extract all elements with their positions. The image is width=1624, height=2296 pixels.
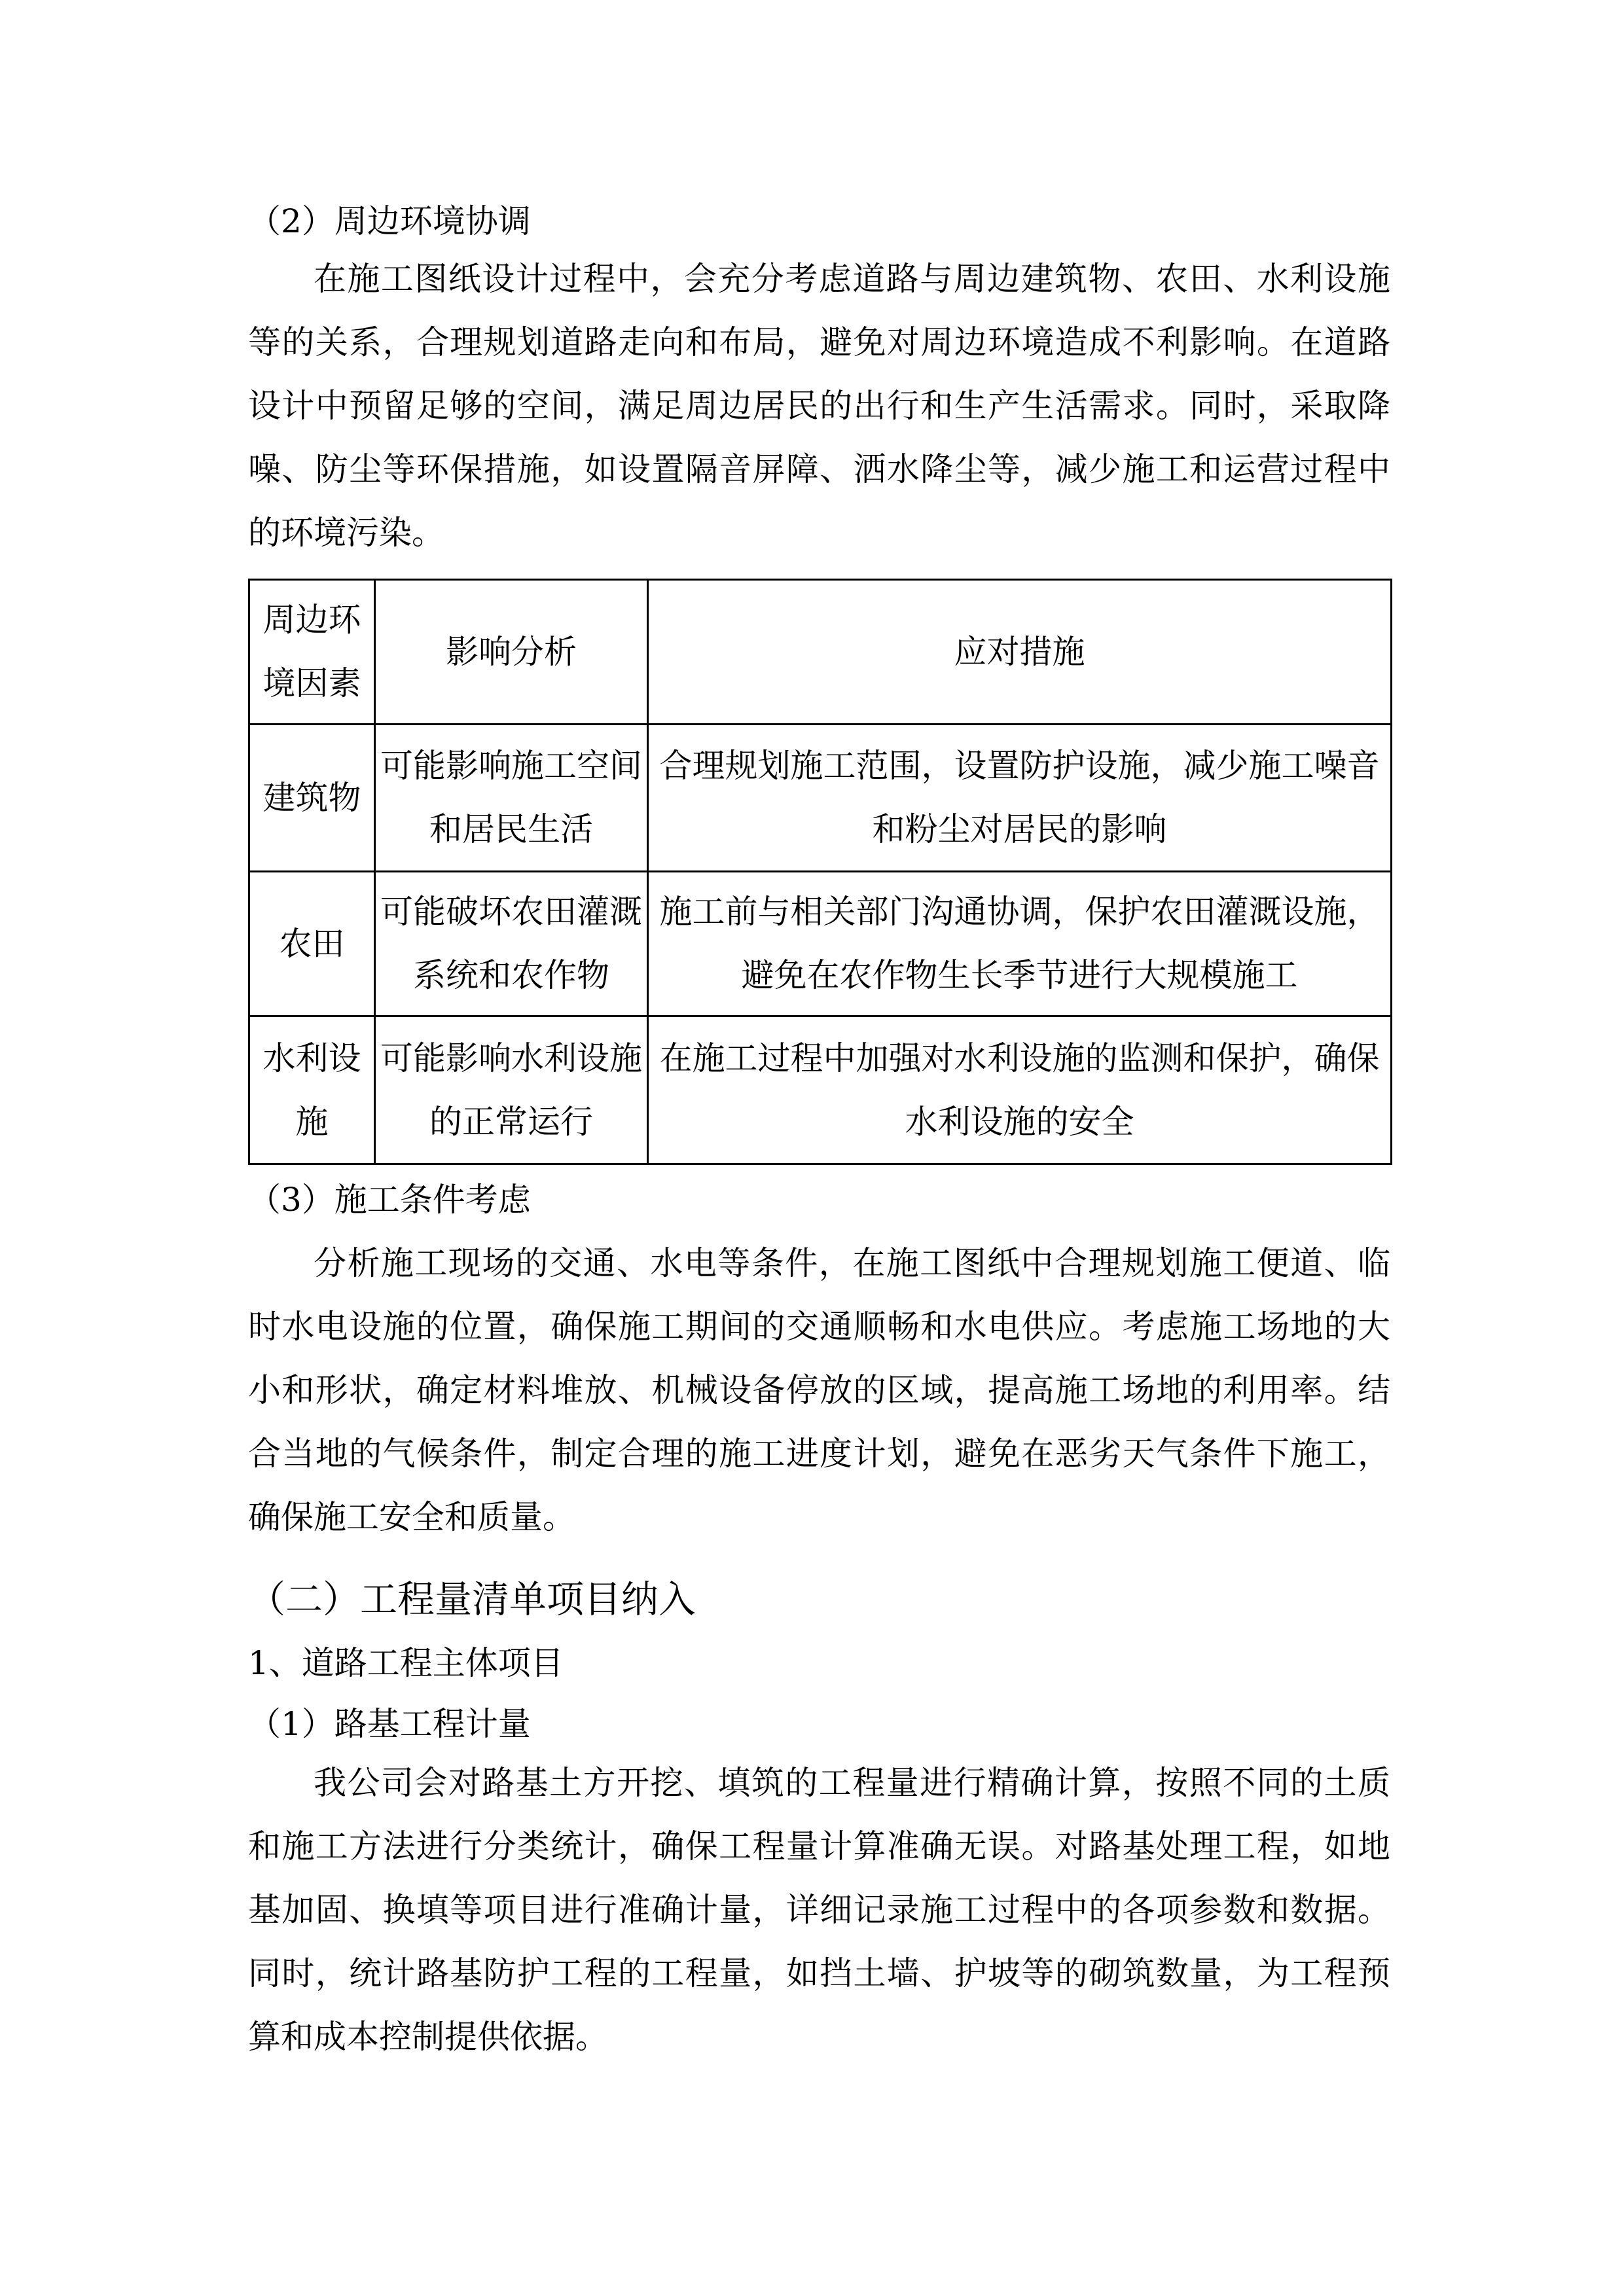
cell-line: 境因素 (262, 664, 361, 702)
paragraph-surrounding-environment (248, 247, 1390, 565)
environment-factors-table (248, 579, 1392, 1165)
text-line: 小和形状，确定材料堆放、机械设备停放的区域，提高施工场地的利用率。结 (248, 1371, 1390, 1409)
cell-line: 施工前与相关部门沟通协调，保护农田灌溉设施， (659, 893, 1380, 931)
table-row (249, 1016, 1392, 1164)
cell-factor (249, 1016, 375, 1164)
cell-line: 可能影响水利设施 (380, 1039, 642, 1077)
text-line: 分析施工现场的交通、水电等条件，在施工图纸中合理规划施工便道、临 (314, 1244, 1390, 1282)
paragraph-subgrade-measurement (248, 1751, 1390, 2069)
subheading-subgrade-measurement: （1）路基工程计量 (248, 1705, 531, 1743)
cell-measures (648, 1016, 1392, 1164)
header-measures (648, 580, 1392, 725)
cell-line: 应对措施 (954, 632, 1085, 671)
text-line: 同时，统计路基防护工程的工程量，如挡土墙、护坡等的砌筑数量，为工程预 (248, 1954, 1390, 1992)
cell-measures (648, 725, 1392, 872)
text-line: 算和成本控制提供依据。 (248, 2018, 608, 2056)
cell-line: 和居民生活 (429, 810, 593, 848)
text-line: 在施工图纸设计过程中，会充分考虑道路与周边建筑物、农田、水利设施 (314, 260, 1390, 298)
cell-line: 和粉尘对居民的影响 (872, 810, 1167, 848)
cell-line: 可能破坏农田灌溉 (380, 893, 642, 931)
cell-line: 合理规划施工范围，设置防护设施，减少施工噪音 (659, 747, 1380, 785)
cell-line: 建筑物 (262, 778, 361, 817)
cell-line: 施 (295, 1102, 329, 1141)
cell-line: 水利设施的安全 (905, 1102, 1134, 1141)
text-line: 确保施工安全和质量。 (248, 1498, 575, 1536)
cell-line: 水利设 (262, 1039, 361, 1077)
cell-line: 周边环 (262, 601, 361, 639)
header-factor (249, 580, 375, 725)
subheading-road-main-items: 1、道路工程主体项目 (248, 1644, 564, 1682)
cell-line: 的正常运行 (429, 1102, 593, 1141)
cell-factor (249, 725, 375, 872)
text-line: 合当地的气候条件，制定合理的施工进度计划，避免在恶劣天气条件下施工， (248, 1435, 1390, 1473)
cell-line: 系统和农作物 (413, 956, 609, 994)
heading-construction-conditions: （3）施工条件考虑 (248, 1181, 531, 1219)
table-row (249, 725, 1392, 872)
text-line: 设计中预留足够的空间，满足周边居民的出行和生产生活需求。同时，采取降 (248, 387, 1390, 425)
table-header-row (249, 580, 1392, 725)
cell-impact (375, 725, 648, 872)
cell-line: 避免在农作物生长季节进行大规模施工 (741, 956, 1298, 994)
header-impact (375, 580, 648, 725)
text-line: 的环境污染。 (248, 514, 444, 552)
cell-measures (648, 872, 1392, 1016)
text-line: 噪、防尘等环保措施，如设置隔音屏障、洒水降尘等，减少施工和运营过程中 (248, 450, 1390, 488)
section-heading-bill-of-quantities: （二）工程量清单项目纳入 (248, 1578, 696, 1621)
text-line: 时水电设施的位置，确保施工期间的交通顺畅和水电供应。考虑施工场地的大 (248, 1308, 1390, 1346)
table-row (249, 872, 1392, 1016)
cell-line: 在施工过程中加强对水利设施的监测和保护，确保 (659, 1039, 1380, 1077)
cell-factor (249, 872, 375, 1016)
cell-line: 农田 (279, 924, 345, 963)
cell-line: 可能影响施工空间 (380, 747, 642, 785)
text-line: 我公司会对路基土方开挖、填筑的工程量进行精确计算，按照不同的土质 (314, 1764, 1390, 1802)
paragraph-construction-conditions (248, 1232, 1390, 1549)
text-line: 基加固、换填等项目进行准确计量，详细记录施工过程中的各项参数和数据。 (248, 1891, 1390, 1929)
cell-impact (375, 1016, 648, 1164)
cell-line: 影响分析 (446, 632, 577, 671)
cell-impact (375, 872, 648, 1016)
heading-surrounding-environment: （2）周边环境协调 (248, 202, 531, 240)
text-line: 等的关系，合理规划道路走向和布局，避免对周边环境造成不利影响。在道路 (248, 323, 1390, 361)
text-line: 和施工方法进行分类统计，确保工程量计算准确无误。对路基处理工程，如地 (248, 1827, 1390, 1865)
